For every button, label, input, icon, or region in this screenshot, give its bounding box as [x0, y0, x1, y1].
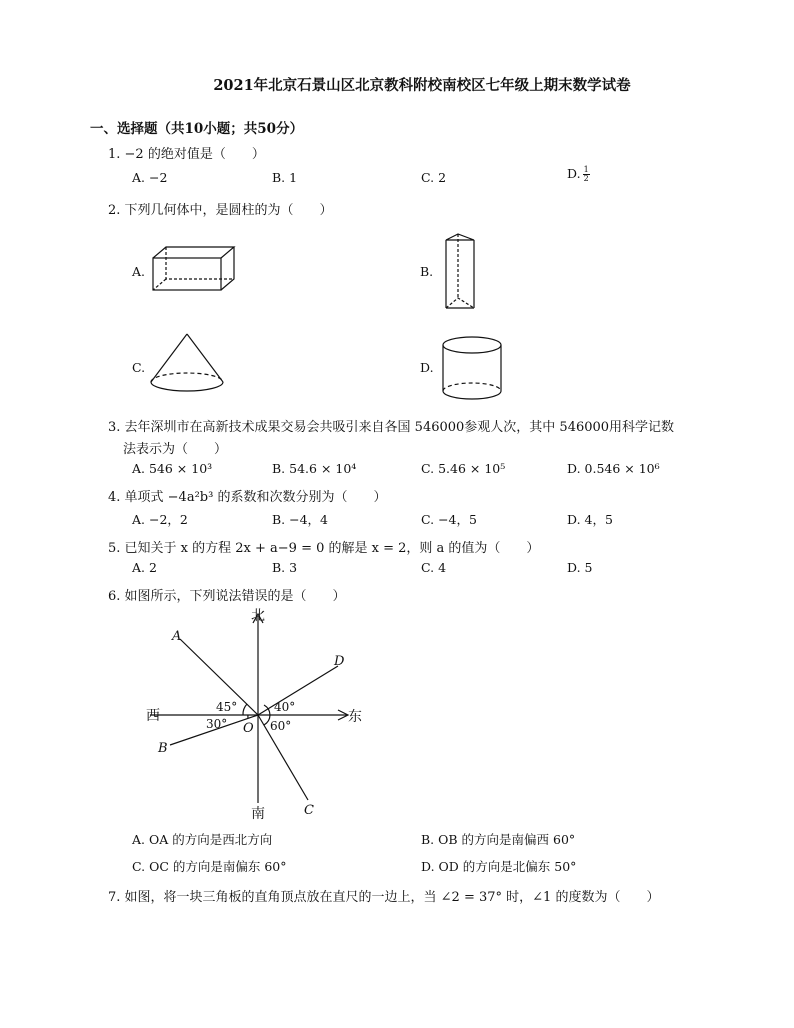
label-north: 北: [251, 608, 265, 624]
q4-option-a: A. −2，2: [132, 512, 188, 527]
fraction-numerator: 1: [583, 165, 589, 174]
angle-40-label: 40°: [274, 700, 296, 714]
q1-option-d-label: D.: [567, 166, 581, 181]
point-b-label: B: [158, 741, 168, 756]
page-title: 2021年北京石景山区北京教科附校南校区七年级上期末数学试卷: [213, 77, 631, 94]
cuboid-figure: [150, 244, 240, 294]
q6-option-b: B. OB 的方向是南偏西 60°: [421, 832, 576, 847]
angle-45-label: 45°: [216, 700, 238, 714]
q3-option-a: A. 546 × 10³: [132, 461, 213, 476]
q4-option-c: C. −4，5: [421, 512, 477, 527]
question-6-stem: 6. 如图所示，下列说法错误的是（ ）: [108, 589, 346, 604]
q6-option-d: D. OD 的方向是北偏东 50°: [421, 859, 577, 874]
section-heading: 一、选择题（共10小题；共50分）: [90, 121, 304, 137]
q1-option-b: B. 1: [272, 170, 298, 185]
question-1-stem: 1. −2 的绝对值是（ ）: [108, 147, 265, 162]
angle-60-label: 60°: [270, 719, 292, 733]
q2-option-a: A.: [132, 264, 146, 279]
question-3-stem-line1: 3. 去年深圳市在高新技术成果交易会共吸引来自各国 546000参观人次，其中 546000用科学记数: [108, 420, 675, 435]
fraction-denominator: 2: [583, 174, 589, 183]
point-o-label: O: [243, 721, 254, 736]
q5-option-a: A. 2: [132, 560, 157, 575]
q3-option-b: B. 54.6 × 10⁴: [272, 461, 357, 476]
cone-figure: [148, 332, 226, 398]
label-south: 南: [251, 806, 265, 822]
label-east: 东: [348, 709, 362, 725]
point-c-label: C: [304, 803, 314, 818]
q5-option-b: B. 3: [272, 560, 298, 575]
q1-option-c: C. 2: [421, 170, 447, 185]
q6-option-c: C. OC 的方向是南偏东 60°: [132, 859, 287, 874]
question-2-stem: 2. 下列几何体中，是圆柱的为（ ）: [108, 203, 333, 218]
q2-option-d: D.: [420, 360, 434, 375]
question-7-stem: 7. 如图，将一块三角板的直角顶点放在直尺的一边上，当 ∠2 = 37° 时，∠1 的度数为（ ）: [108, 890, 660, 905]
compass-direction-figure: [140, 608, 370, 823]
question-5-stem: 5. 已知关于 x 的方程 2x + a−9 = 0 的解是 x = 2，则 a 的值为（ ）: [108, 541, 540, 556]
q2-option-b: B.: [420, 264, 434, 279]
fraction-one-half: [583, 166, 590, 183]
q3-option-d: D. 0.546 × 10⁶: [567, 461, 660, 476]
label-west: 西: [146, 708, 160, 724]
cylinder-figure: [440, 335, 504, 405]
point-a-label: A: [172, 629, 182, 644]
question-3-stem-line2: 法表示为（ ）: [123, 442, 228, 457]
q5-option-c: C. 4: [421, 560, 447, 575]
triangular-prism-figure: [440, 232, 480, 314]
q1-option-d: [567, 166, 590, 183]
q6-option-a: A. OA 的方向是西北方向: [132, 832, 273, 847]
angle-30-label: 30°: [206, 717, 228, 731]
q4-option-d: D. 4，5: [567, 512, 613, 527]
q5-option-d: D. 5: [567, 560, 593, 575]
q4-option-b: B. −4，4: [272, 512, 329, 527]
q1-option-a: A. −2: [132, 170, 168, 185]
q3-option-c: C. 5.46 × 10⁵: [421, 461, 506, 476]
point-d-label: D: [334, 654, 345, 669]
question-4-stem: 4. 单项式 −4a²b³ 的系数和次数分别为（ ）: [108, 490, 387, 505]
q2-option-c: C.: [132, 360, 146, 375]
